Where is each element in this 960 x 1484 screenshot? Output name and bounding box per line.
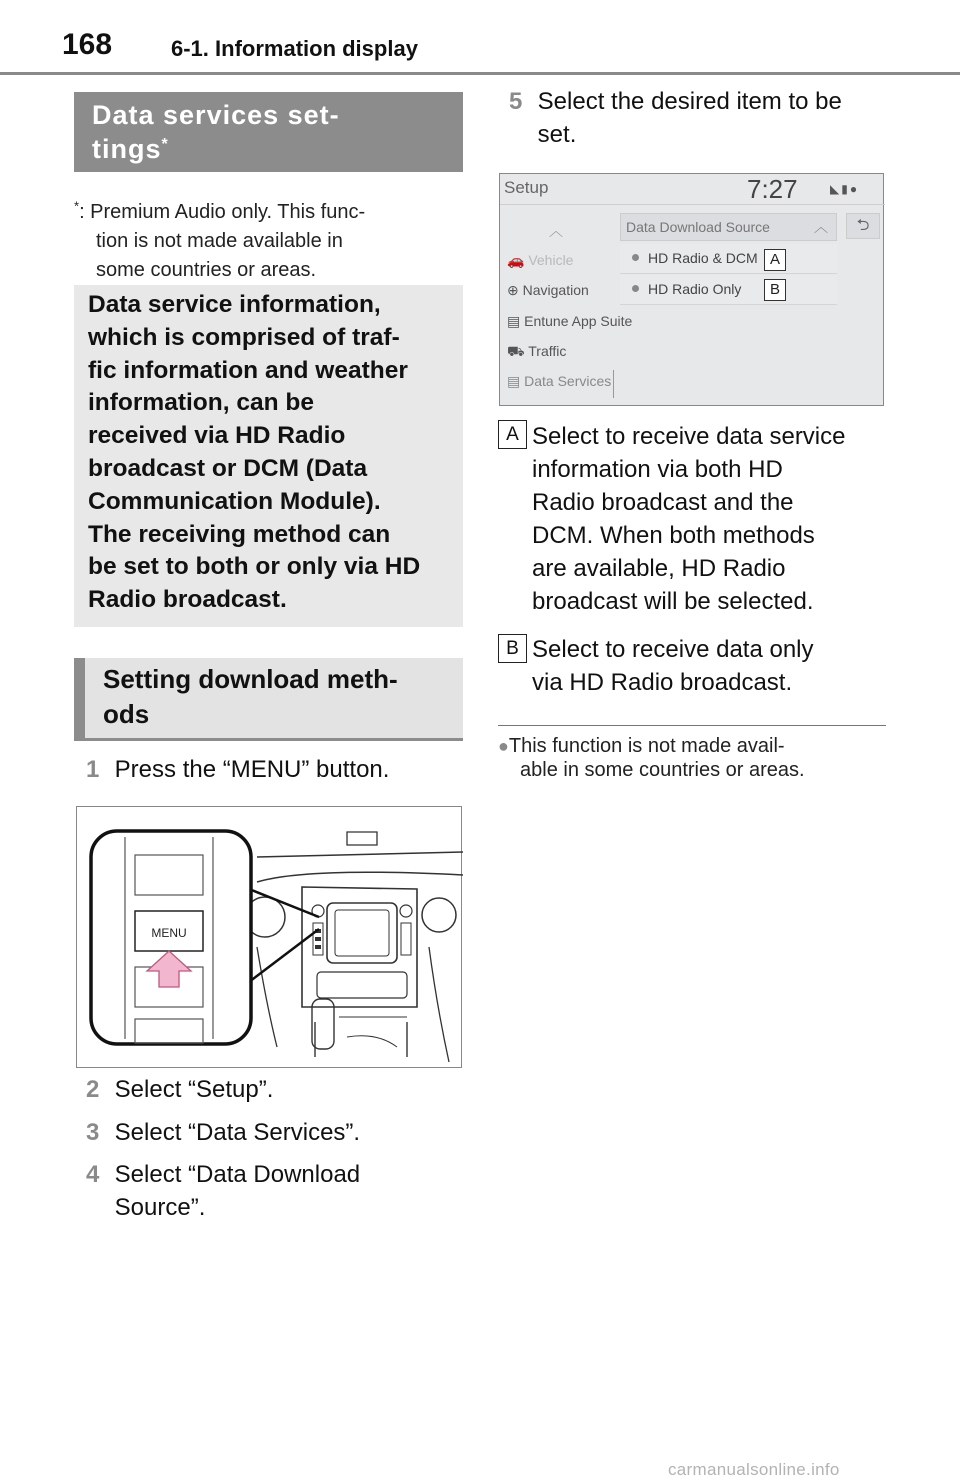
step-5 — [509, 85, 842, 151]
note-line1: This function is not made avail- — [508, 735, 785, 757]
dashboard-drawing — [77, 807, 463, 1069]
section-heading-line2: tings — [92, 134, 162, 164]
step-text-line1: Select the desired item to be — [537, 88, 842, 115]
header-rule — [0, 72, 960, 75]
car-icon: 🚗 — [507, 252, 525, 268]
navigation-icon: ⊕ — [507, 282, 519, 298]
footnote-line3: some countries or areas. — [96, 258, 317, 281]
step-4 — [86, 1158, 360, 1224]
intro-line: broadcast or DCM (Data — [88, 454, 368, 482]
callout-a: A — [764, 249, 786, 271]
panel-label: Data Download Source — [626, 219, 770, 235]
intro-line: information, can be — [88, 389, 314, 417]
bluetooth-icon: ● — [849, 182, 860, 196]
screen-divider — [500, 204, 885, 205]
description-line: broadcast will be selected. — [532, 588, 814, 615]
description-line: Radio broadcast and the — [532, 489, 794, 516]
step-text: Select “Setup”. — [114, 1076, 274, 1103]
screen-menu-item[interactable]: ▤ Entune App Suite — [507, 313, 633, 329]
chapter-title: 6-1. Information display — [171, 36, 418, 61]
option-label: HD Radio & DCM — [648, 250, 758, 266]
menu-selection-bar — [613, 370, 614, 398]
screen-menu-item[interactable]: ⊕ Navigation — [507, 282, 589, 298]
option-hd-radio-only[interactable] — [620, 275, 837, 305]
data-services-icon: ▤ — [507, 373, 521, 389]
menu-button-illustration — [76, 806, 462, 1068]
app-suite-icon: ▤ — [507, 313, 521, 329]
watermark: carmanualsonline.info — [668, 1460, 840, 1479]
collapse-icon: ︿ — [814, 219, 828, 235]
intro-line: Radio broadcast. — [88, 586, 287, 614]
description-a — [532, 420, 882, 618]
footnote-line2: tion is not made available in — [96, 229, 343, 252]
screen-title: Setup — [504, 178, 549, 197]
radio-dot-icon — [632, 254, 639, 261]
section2-heading-line1: Setting download meth- — [103, 664, 398, 694]
step-1 — [86, 753, 389, 786]
intro-line: which is comprised of traf- — [88, 323, 400, 351]
step-text-line1: Select “Data Download — [114, 1161, 361, 1188]
radio-dot-icon — [632, 285, 639, 292]
intro-line: The receiving method can — [88, 520, 391, 548]
option-label: HD Radio Only — [648, 281, 742, 297]
note — [498, 734, 886, 782]
section-heading-download-methods — [74, 658, 463, 741]
footnote-mark: * — [74, 198, 80, 213]
intro-line: fic information and weather — [88, 356, 408, 384]
step-text-line2: set. — [537, 121, 577, 148]
intro-line: Communication Module). — [88, 487, 381, 515]
step-number: 3 — [86, 1119, 100, 1146]
description-line: via HD Radio broadcast. — [532, 669, 793, 696]
step-number: 2 — [86, 1076, 100, 1103]
bullet-icon: ● — [498, 736, 509, 756]
page-number: 168 — [62, 28, 113, 61]
traffic-icon: ⛟ — [507, 343, 525, 359]
note-line2: able in some countries or areas. — [520, 759, 805, 781]
intro-line: received via HD Radio — [88, 422, 346, 450]
screen-menu-item[interactable]: ⛟ Traffic — [507, 343, 567, 359]
step-number: 5 — [509, 88, 523, 115]
step-2 — [86, 1073, 273, 1106]
step-text: Press the “MENU” button. — [114, 756, 390, 783]
description-line: Select to receive data only — [532, 636, 814, 663]
step-number: 1 — [86, 756, 100, 783]
footnote — [74, 191, 454, 285]
status-icons — [830, 182, 859, 196]
step-text: Select “Data Services”. — [114, 1119, 361, 1146]
wifi-icon: ◣ — [830, 182, 842, 196]
description-line: Select to receive data service — [532, 423, 846, 450]
label-b: B — [498, 634, 527, 663]
section-heading-data-services — [74, 92, 463, 172]
footnote-line1: : Premium Audio only. This func- — [79, 200, 366, 223]
intro-line: be set to both or only via HD — [88, 553, 421, 581]
step-text-line2: Source”. — [114, 1194, 206, 1221]
note-rule — [498, 725, 886, 726]
callout-b: B — [764, 279, 786, 301]
description-b — [532, 633, 882, 699]
scroll-up-icon[interactable]: ︿ — [549, 223, 563, 239]
setup-screen-image — [499, 173, 884, 406]
intro-box — [74, 285, 463, 627]
description-line: are available, HD Radio — [532, 555, 786, 582]
back-icon[interactable]: ⮌ — [846, 213, 880, 239]
step-3 — [86, 1116, 360, 1149]
screen-clock: 7:27 — [747, 174, 798, 204]
data-download-source-header[interactable] — [620, 213, 837, 241]
step-text — [538, 85, 842, 151]
screen-menu-item[interactable]: 🚗 Vehicle — [507, 252, 574, 268]
description-line: information via both HD — [532, 456, 783, 483]
label-a: A — [498, 420, 527, 449]
menu-button-label: MENU — [151, 926, 187, 940]
asterisk-mark: * — [161, 136, 169, 153]
section2-heading-line2: ods — [103, 699, 150, 729]
section-heading-line1: Data services set- — [92, 100, 340, 130]
step-number: 4 — [86, 1161, 100, 1188]
signal-icon: ▮ — [841, 182, 850, 196]
step-text — [115, 1158, 360, 1224]
intro-line: Data service information, — [88, 291, 381, 318]
screen-menu-item[interactable]: ▤ Data Services — [507, 373, 612, 389]
description-line: DCM. When both methods — [532, 522, 815, 549]
option-hd-radio-dcm[interactable] — [620, 244, 837, 274]
